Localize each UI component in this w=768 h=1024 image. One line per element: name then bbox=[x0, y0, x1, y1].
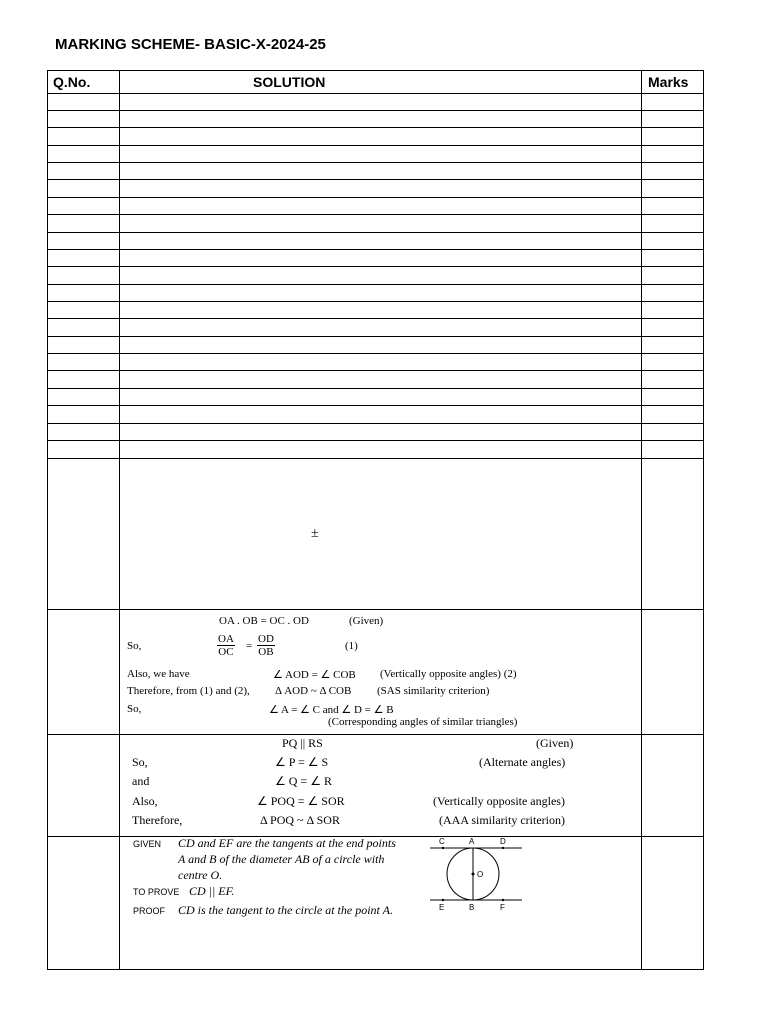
row-divider bbox=[48, 370, 703, 371]
row-divider bbox=[48, 734, 703, 735]
solution-word: and bbox=[132, 774, 150, 788]
row-divider bbox=[48, 458, 703, 459]
solution-line: ∠ Q = ∠ R bbox=[275, 774, 332, 788]
solution-line: PQ || RS bbox=[282, 736, 323, 750]
given-text: CD and EF are the tangents at the end points bbox=[178, 836, 396, 850]
solution-word: So, bbox=[127, 703, 142, 715]
row-divider bbox=[48, 318, 703, 319]
solution-word: So, bbox=[127, 640, 142, 652]
row-divider bbox=[48, 440, 703, 441]
row-divider bbox=[48, 214, 703, 215]
proof-label: PROOF bbox=[133, 906, 166, 916]
row-divider bbox=[48, 179, 703, 180]
proof-text: CD is the tangent to the circle at the point A. bbox=[178, 903, 393, 917]
row-divider bbox=[48, 93, 703, 94]
row-divider bbox=[48, 232, 703, 233]
row-divider bbox=[48, 110, 703, 111]
solution-reason: (Given) bbox=[349, 615, 384, 627]
page-title: MARKING SCHEME- BASIC-X-2024-25 bbox=[55, 36, 326, 53]
solution-line: OA . OB = OC . OD bbox=[219, 615, 309, 627]
solution-reason: (Alternate angles) bbox=[479, 755, 566, 769]
fraction-od-ob bbox=[257, 633, 275, 658]
row-divider bbox=[48, 197, 703, 198]
given-label: GIVEN bbox=[133, 839, 162, 849]
row-divider bbox=[48, 301, 703, 302]
solution-reason: (SAS similarity criterion) bbox=[377, 685, 490, 697]
fraction-numerator: OD bbox=[258, 633, 274, 645]
point-c bbox=[442, 847, 444, 849]
solution-reason: (Vertically opposite angles) bbox=[433, 794, 565, 808]
point-d bbox=[502, 847, 504, 849]
centre-point bbox=[472, 873, 475, 876]
label-a: A bbox=[469, 837, 475, 846]
row-divider bbox=[48, 127, 703, 128]
label-o: O bbox=[477, 870, 484, 879]
label-d: D bbox=[500, 837, 506, 846]
solution-line: ∠ AOD = ∠ COB bbox=[273, 669, 356, 681]
given-text: centre O. bbox=[178, 868, 223, 882]
plus-minus-symbol: ± bbox=[311, 526, 319, 541]
label-c: C bbox=[439, 837, 445, 846]
solution-word: Also, we have bbox=[127, 668, 190, 680]
fraction-numerator: OA bbox=[218, 633, 234, 645]
column-divider bbox=[641, 71, 642, 969]
solution-line: Δ AOD ~ Δ COB bbox=[275, 685, 352, 697]
to-prove-label: TO PROVE bbox=[133, 887, 180, 897]
row-divider bbox=[48, 423, 703, 424]
point-f bbox=[502, 899, 504, 901]
column-divider bbox=[119, 71, 120, 969]
equals-sign: = bbox=[246, 640, 253, 652]
given-text: A and B of the diameter AB of a circle with bbox=[178, 852, 385, 866]
header-qno: Q.No. bbox=[53, 74, 91, 90]
row-divider bbox=[48, 284, 703, 285]
solution-word: Therefore, from (1) and (2), bbox=[127, 685, 250, 697]
label-f: F bbox=[500, 903, 505, 912]
label-b: B bbox=[469, 903, 475, 912]
solution-line: ∠ POQ = ∠ SOR bbox=[257, 794, 345, 808]
solution-word: Also, bbox=[132, 794, 158, 808]
row-divider bbox=[48, 249, 703, 250]
row-divider bbox=[48, 609, 703, 610]
solution-line: Δ POQ ~ Δ SOR bbox=[260, 813, 340, 827]
tangent-circle-diagram bbox=[426, 835, 526, 915]
solution-word: So, bbox=[132, 755, 148, 769]
solution-reason: (AAA similarity criterion) bbox=[439, 813, 565, 827]
solution-reason: (Vertically opposite angles) (2) bbox=[380, 668, 517, 680]
row-divider bbox=[48, 405, 703, 406]
row-divider bbox=[48, 145, 703, 146]
row-divider bbox=[48, 336, 703, 337]
solution-reason: (Corresponding angles of similar triangles) bbox=[328, 716, 518, 728]
header-solution: SOLUTION bbox=[253, 74, 326, 90]
solution-line: ∠ A = ∠ C and ∠ D = ∠ B bbox=[269, 704, 394, 716]
label-e: E bbox=[439, 903, 445, 912]
row-divider bbox=[48, 162, 703, 163]
to-prove-text: CD || EF. bbox=[189, 884, 235, 898]
fraction-oa-oc bbox=[217, 633, 235, 658]
solution-line: ∠ P = ∠ S bbox=[275, 755, 329, 769]
fraction-denominator: OC bbox=[218, 646, 234, 658]
header-marks: Marks bbox=[648, 74, 689, 90]
point-e bbox=[442, 899, 444, 901]
equation-ref: (1) bbox=[345, 640, 358, 652]
row-divider bbox=[48, 388, 703, 389]
marking-scheme-table bbox=[47, 70, 704, 970]
row-divider bbox=[48, 353, 703, 354]
solution-reason: (Given) bbox=[536, 736, 574, 750]
fraction-denominator: OB bbox=[258, 646, 274, 658]
row-divider bbox=[48, 266, 703, 267]
solution-word: Therefore, bbox=[132, 813, 183, 827]
